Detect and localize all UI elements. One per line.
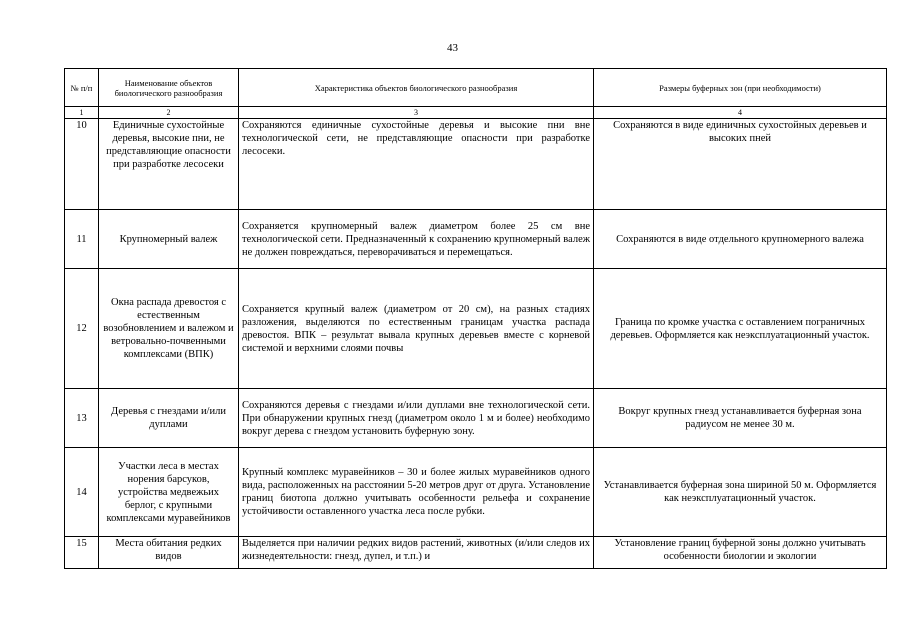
header-buffer: Размеры буферных зон (при необходимости) <box>594 69 887 107</box>
biodiversity-table <box>64 68 887 569</box>
row-name: Участки леса в местах норения барсуков, устройства медвежьих берлог, с крупными комплексами муравейников <box>99 448 239 537</box>
table-row <box>65 119 887 210</box>
row-buffer: Установление границ буферной зоны должно учитывать особенности биологии и экологии <box>594 537 887 569</box>
column-index-row <box>65 107 887 119</box>
header-name: Наименование объектов биологического разнообразия <box>99 69 239 107</box>
table-row <box>65 537 887 569</box>
row-name: Крупномерный валеж <box>99 210 239 269</box>
row-num: 14 <box>65 448 99 537</box>
row-name: Окна распада древостоя с естественным возобновлением и валежом и ветровально-почвенными комплексами (ВПК) <box>99 269 239 389</box>
row-characteristic: Крупный комплекс муравейников – 30 и более жилых муравейников одного вида, расположенных на расстоянии 5-20 метров друг от друга. Установление границ биотопа должно учитывать особенности рельефа и сохранение устойчивости оставленного участка леса после рубки. <box>239 448 594 537</box>
column-index: 3 <box>239 107 594 119</box>
row-characteristic: Сохраняются деревья с гнездами и/или дуплами вне технологической сети. При обнаружении крупных гнезд (диаметром около 1 м и более) необходимо вокруг дерева с гнездом установить буферную зону. <box>239 389 594 448</box>
page-number: 43 <box>447 42 458 54</box>
row-characteristic: Сохраняются единичные сухостойные деревья и высокие пни вне технологической сети, не представляющие опасности при разработке лесосеки. <box>239 119 594 210</box>
row-num: 11 <box>65 210 99 269</box>
row-characteristic: Сохраняется крупномерный валеж диаметром более 25 см вне технологической сети. Предназначенный к сохранению крупномерный валеж не должен повреждаться, переворачиваться и перемещаться. <box>239 210 594 269</box>
row-characteristic: Сохраняется крупный валеж (диаметром от 20 см), на разных стадиях разложения, выделяются по естественным границам участка распада древостоя. ВПК – результат вывала крупных деревьев вместе с корневой системой и верхними слоями почвы <box>239 269 594 389</box>
column-index: 4 <box>594 107 887 119</box>
table-header-row <box>65 69 887 107</box>
row-buffer: Граница по кромке участка с оставлением пограничных деревьев. Оформляется как неэксплуатационный участок. <box>594 269 887 389</box>
row-num: 15 <box>65 537 99 569</box>
row-name: Единичные сухостойные деревья, высокие пни, не представляющие опасности при разработке лесосеки <box>99 119 239 210</box>
row-characteristic: Выделяется при наличии редких видов растений, животных (и/или следов их жизнедеятельности: гнезд, дупел, и т.п.) и <box>239 537 594 569</box>
table-row <box>65 389 887 448</box>
row-num: 10 <box>65 119 99 210</box>
column-index: 2 <box>99 107 239 119</box>
table-row <box>65 210 887 269</box>
row-name: Места обитания редких видов <box>99 537 239 569</box>
row-name: Деревья с гнездами и/или дуплами <box>99 389 239 448</box>
row-num: 13 <box>65 389 99 448</box>
row-num: 12 <box>65 269 99 389</box>
table-row <box>65 448 887 537</box>
header-num: № п/п <box>65 69 99 107</box>
row-buffer: Устанавливается буферная зона шириной 50 м. Оформляется как неэксплуатационный участок. <box>594 448 887 537</box>
row-buffer: Сохраняются в виде отдельного крупномерного валежа <box>594 210 887 269</box>
column-index: 1 <box>65 107 99 119</box>
row-buffer: Сохраняются в виде единичных сухостойных деревьев и высоких пней <box>594 119 887 210</box>
header-characteristic: Характеристика объектов биологического разнообразия <box>239 69 594 107</box>
row-buffer: Вокруг крупных гнезд устанавливается буферная зона радиусом не менее 30 м. <box>594 389 887 448</box>
table-row <box>65 269 887 389</box>
